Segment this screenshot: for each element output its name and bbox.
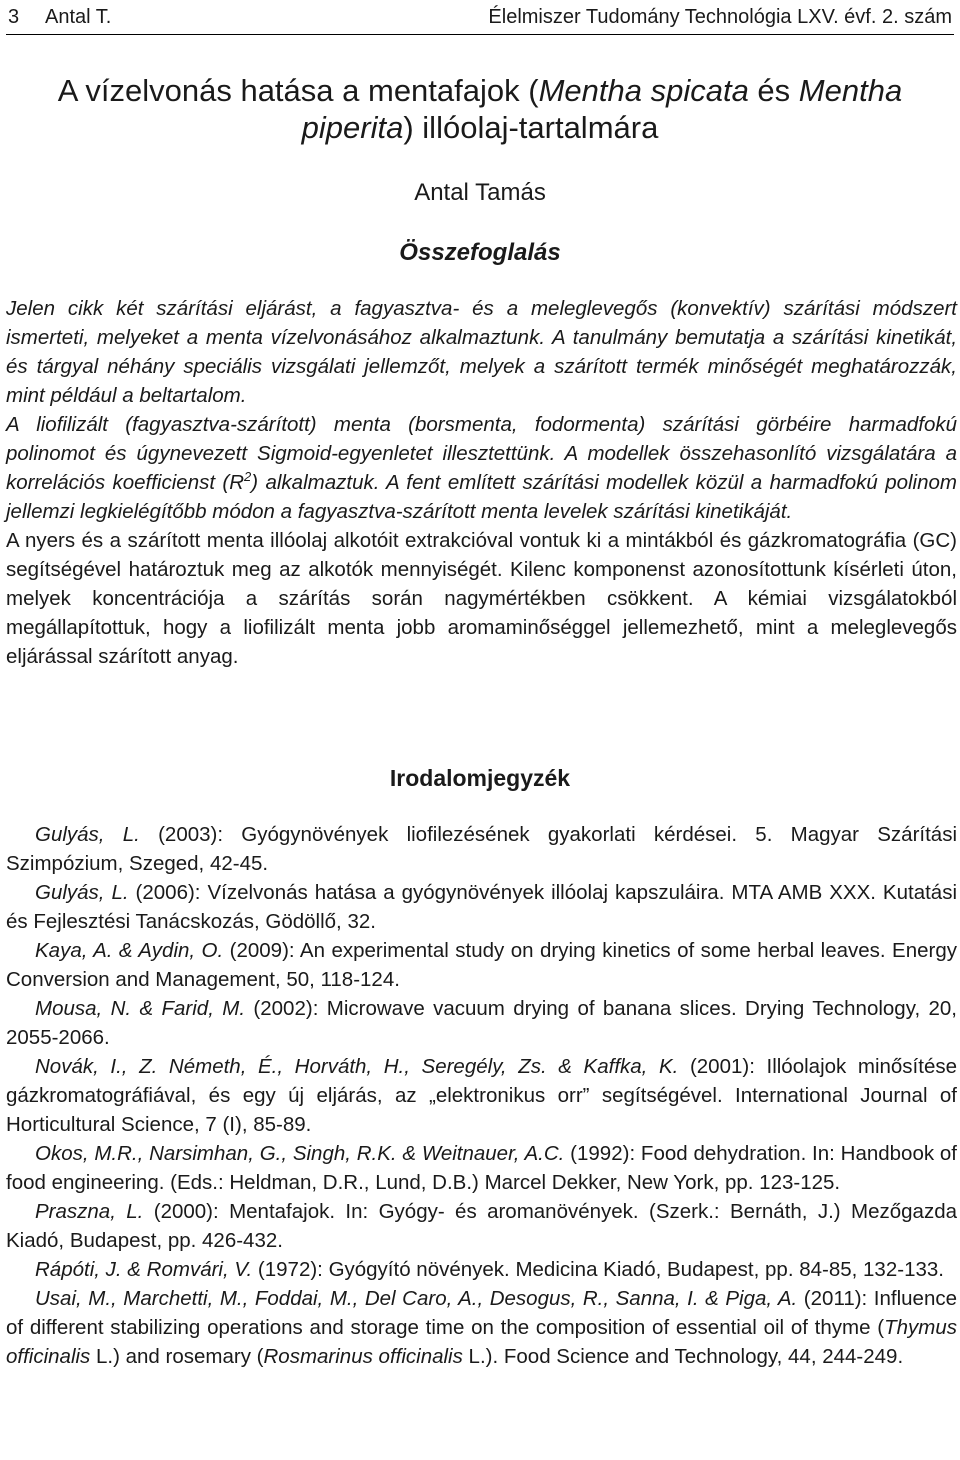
reference-authors: Okos, M.R., Narsimhan, G., Singh, R.K. & Weitnauer, A.C.	[35, 1142, 565, 1165]
reference-species: Rosmarinus officinalis	[263, 1345, 463, 1368]
references-heading: Irodalomjegyzék	[389, 765, 571, 791]
reference-authors: Kaya, A. & Aydin, O.	[35, 939, 224, 962]
reference-text: L.). Food Science and Technology, 44, 244-249.	[462, 1345, 904, 1368]
superscript-2: 2	[244, 469, 252, 484]
reference-text: (2000): Mentafajok. In: Gyógy- és aromanövények. (Szerk.: Bernáth, J.) Mezőgazda Kiadó, Budapest, pp. 426-432.	[6, 1200, 957, 1252]
reference-item	[6, 1197, 957, 1255]
summary-heading: Összefoglalás	[399, 239, 561, 266]
reference-text: (2006): Vízelvonás hatása a gyógynövények illóolaj kapszuláira. MTA AMB XXX. Kutatási és Fejlesztési Tanácskozás, Gödöllő, 32.	[6, 881, 957, 933]
abstract-sentence-1: Jelen cikk két szárítási eljárást, a fagyasztva- és a meleglevegős (konvektív) szárítási módszert ismerteti, melyeket a menta vízelvonásához alkalmaztunk.	[6, 297, 957, 349]
title-part-3: ) illóolaj-tartalmára	[403, 110, 659, 145]
reference-text: (2003): Gyógynövények liofilezésének gyakorlati kérdései. 5. Magyar Szárítási Szimpózium, Szeged, 42-45.	[6, 823, 957, 875]
reference-item	[6, 994, 957, 1052]
running-header	[8, 5, 952, 33]
reference-item	[6, 820, 957, 878]
reference-text: (2001): Illóolajok minősítése gázkromatográfiával, és egy új eljárás, az „elektronikus orr” segítségével. International Journal of Horticultural Science, 7 (I), 85-89.	[6, 1055, 957, 1136]
reference-authors: Praszna, L.	[35, 1200, 144, 1223]
reference-species: Thymus officinalis	[6, 1316, 957, 1368]
reference-text: (2009): An experimental study on drying kinetics of some herbal leaves. Energy Conversion and Management, 50, 118-124.	[6, 939, 958, 991]
reference-authors: Usai, M., Marchetti, M., Foddai, M., Del Caro, A., Desogus, R., Sanna, I. & Piga, A.	[35, 1287, 798, 1310]
reference-text: (2002): Microwave vacuum drying of banana slices. Drying Technology, 20, 2055-2066.	[6, 997, 958, 1049]
title-species-2: Mentha piperita	[301, 73, 903, 145]
reference-text: (2011): Influence of different stabilizing operations and storage time on the composition of essential oil of thyme (	[6, 1287, 958, 1339]
abstract-sentence-4: A nyers és a szárított menta illóolaj alkotóit extrakcióval vontuk ki a mintákból és gázkromatográfia (GC) segítségével határoztuk meg az alkotók mennyiségét. Kilenc komponenst azonosítottunk kísérleti úton, melyek koncentrációja a szárítás során nagymértékben csökkent. A kémiai vizsgálatokból megállapítottuk, hogy a liofilizált menta jobb aromaminőséggel jellemezhető, mint a meleglevegős eljárással szárított anyag.	[6, 529, 957, 668]
abstract	[6, 294, 957, 671]
reference-text: (1972): Gyógyító növények. Medicina Kiadó, Budapest, pp. 84-85, 132-133.	[252, 1258, 944, 1281]
running-author: Antal T.	[45, 6, 112, 28]
article-title	[0, 72, 960, 146]
reference-item	[6, 878, 957, 936]
reference-authors: Mousa, N. & Farid, M.	[35, 997, 246, 1020]
reference-item	[6, 936, 957, 994]
reference-item	[6, 1139, 957, 1197]
reference-authors: Novák, I., Z. Németh, É., Horváth, H., Seregély, Zs. & Kaffka, K.	[35, 1055, 679, 1078]
title-part-1: A vízelvonás hatása a mentafajok (	[57, 73, 539, 108]
abstract-sentence-3a: A liofilizált (fagyasztva-szárított) menta (borsmenta, fodormenta) szárítási görbéire harmadfokú polinomot és úgynevezett Sigmoid-egyenletet illesztettünk. A modellek összehasonlító vizsgálatára a korrelációs koefficienst (R	[6, 413, 957, 494]
abstract-sentence-3b: ) alkalmaztuk. A fent említett szárítási modellek közül a harmadfokú polinom jellemzi legkielégítőbb módon a fagyasztva-szárított menta levelek szárítási kinetikáját.	[6, 471, 957, 523]
abstract-paragraph	[6, 410, 957, 526]
reference-text: (1992): Food dehydration. In: Handbook of food engineering. (Eds.: Heldman, D.R., Lund, D.B.) Marcel Dekker, New York, pp. 123-125.	[6, 1142, 957, 1194]
reference-authors: Rápóti, J. & Romvári, V.	[35, 1258, 253, 1281]
reference-list	[6, 820, 957, 1371]
abstract-paragraph	[6, 526, 957, 671]
author-name: Antal Tamás	[414, 179, 546, 206]
reference-item	[6, 1052, 957, 1139]
page-number: 3	[8, 6, 20, 28]
reference-text: L.) and rosemary (	[90, 1345, 264, 1368]
reference-authors: Gulyás, L.	[35, 823, 140, 846]
journal-name: Élelmiszer Tudomány Technológia LXV. évf. 2. szám	[488, 6, 952, 28]
header-rule	[6, 34, 954, 35]
reference-item	[6, 1284, 957, 1371]
abstract-sentence-2: A tanulmány bemutatja a szárítási kinetikát, és tárgyal néhány speciális vizsgálati jellemzőt, melyek a szárított termék minőségét meghatározzák, mint például a beltartalom.	[6, 326, 958, 407]
title-species-1: Mentha spicata	[538, 73, 749, 108]
reference-authors: Gulyás, L.	[35, 881, 129, 904]
title-part-2: és	[748, 73, 799, 108]
reference-item	[6, 1255, 957, 1284]
abstract-paragraph	[6, 294, 957, 410]
